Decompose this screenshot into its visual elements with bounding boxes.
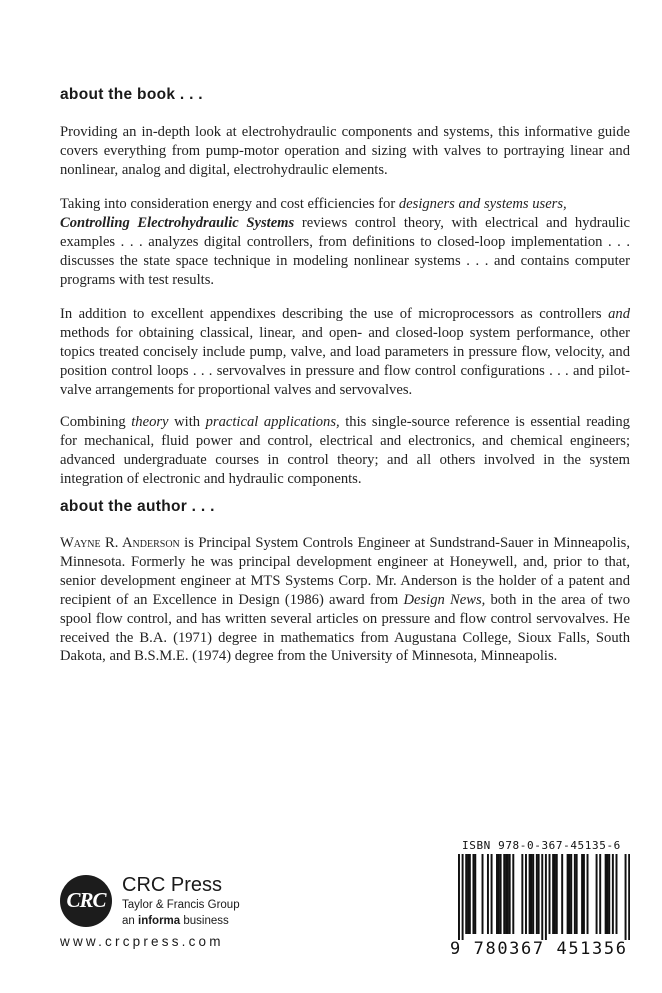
barcode-bar [549, 854, 551, 934]
barcode-bar [509, 854, 511, 934]
barcode-bar [625, 854, 627, 940]
barcode-bar [521, 854, 523, 934]
barcode-bar [507, 854, 509, 934]
barcode-bar [554, 854, 556, 934]
publisher-informa-line: an informa business [122, 915, 229, 927]
barcode-bar [606, 854, 608, 934]
barcode-bar [568, 854, 570, 934]
barcode-digits: 9 780367 451356 [450, 939, 628, 959]
barcode-bar [581, 854, 583, 934]
barcode-bar [605, 854, 607, 934]
crc-logo [60, 875, 112, 927]
barcode-bar [530, 854, 532, 934]
about-author-paragraph: Wayne R. Anderson is Principal System Controls Engineer at Sundstrand-Sauer in Minneapolis, Minnesota. Formerly he was principal development engineer at Honeywell, and, prior to that, senior development engineer at MTS Systems Corp. Mr. Anderson is the holder of a patent and recipient of an Excellence in Design (1986) award from Design News, both in the area of two spool flow control, and has written several articles on pressure and flow control servovalves. He received the B.A. (1971) degree in mathematics from Augustana College, Sioux Falls, South Dakota, and B.S.M.E. (1974) degree from the University of Minnesota, Minneapolis. [60, 535, 630, 665]
barcode-bar [628, 854, 630, 940]
about-book-paragraph-4: Combining theory with practical applications, this single-source reference is essential reading for mechanical, fluid power and control, electrical and electronics, and chemical engineers; advanced undergraduate courses in control theory; and all others involved in the system integration of electronic and hydraulic components. [60, 414, 630, 487]
barcode-bar [462, 854, 464, 940]
barcode-bar [458, 854, 460, 940]
barcode-bar [608, 854, 610, 934]
about-book-paragraph-1: Providing an in-depth look at electrohydraulic components and systems, this informative guide covers everything from pump-motor operation and sizing with valves to portraying linear and nonlinear, analog and digital, electrohydraulic elements. [60, 124, 630, 178]
barcode-bar [472, 854, 474, 934]
barcode-bar [491, 854, 493, 934]
barcode-bar [616, 854, 618, 934]
barcode-bar [541, 854, 543, 940]
barcode-bar [532, 854, 534, 934]
isbn-barcode [458, 854, 630, 940]
barcode-bar [500, 854, 502, 934]
barcode-bar [576, 854, 578, 934]
barcode-bar [536, 854, 538, 934]
barcode-bar [574, 854, 576, 934]
barcode-bar [561, 854, 563, 934]
barcode-bar [552, 854, 554, 934]
about-book-paragraph-2: Taking into consideration energy and cost efficiencies for designers and systems users, Controlling Electrohydraulic Systems reviews control theory, with electrical and hydraulic examples . . . analyzes digital controllers, from definitions to closed-loop implementation . . . discusses the state space technique in modeling nonlinear systems . . . and contains computer programs with test results. [60, 196, 630, 288]
barcode-bar [467, 854, 469, 934]
barcode-bar [529, 854, 531, 934]
barcode-bar [474, 854, 476, 934]
barcode-bar [556, 854, 558, 934]
barcode-bar [545, 854, 547, 940]
barcode-bar [482, 854, 484, 934]
barcode-bar [469, 854, 471, 934]
about-book-heading: about the book . . . [60, 86, 203, 103]
publisher-name: CRC Press [122, 874, 223, 896]
barcode-bar [538, 854, 540, 934]
barcode-bar [503, 854, 505, 934]
barcode-bar [512, 854, 514, 934]
about-book-paragraph-3: In addition to excellent appendixes describing the use of microprocessors as controllers and methods for obtaining classical, linear, and open- and closed-loop system performance, other topics treated concisely include pump, valve, and load parameters in pressure flow, velocity, and position control loops . . . servovalves in pressure and flow control configurations . . . and pilot-valve arrangements for proportional valves and servovalves. [60, 306, 630, 398]
barcode-bar [505, 854, 507, 934]
barcode-bar [587, 854, 589, 934]
author-name: Wayne R. Anderson [60, 535, 180, 551]
publisher-group: Taylor & Francis Group [122, 899, 240, 911]
barcode-bar [570, 854, 572, 934]
barcode-bar [567, 854, 569, 934]
barcode-bar [583, 854, 585, 934]
about-author-heading: about the author . . . [60, 498, 215, 515]
publisher-url: www.crcpress.com [60, 934, 224, 949]
crc-logo-text: CRC [66, 888, 106, 912]
barcode-bar [612, 854, 614, 934]
barcode-bar [525, 854, 527, 934]
isbn-label: ISBN 978-0-367-45135-6 [462, 839, 621, 852]
barcode-bar [599, 854, 601, 934]
barcode-bar [596, 854, 598, 934]
barcode-bar [498, 854, 500, 934]
barcode-bar [496, 854, 498, 934]
barcode-bar [487, 854, 489, 934]
barcode-bar [465, 854, 467, 934]
